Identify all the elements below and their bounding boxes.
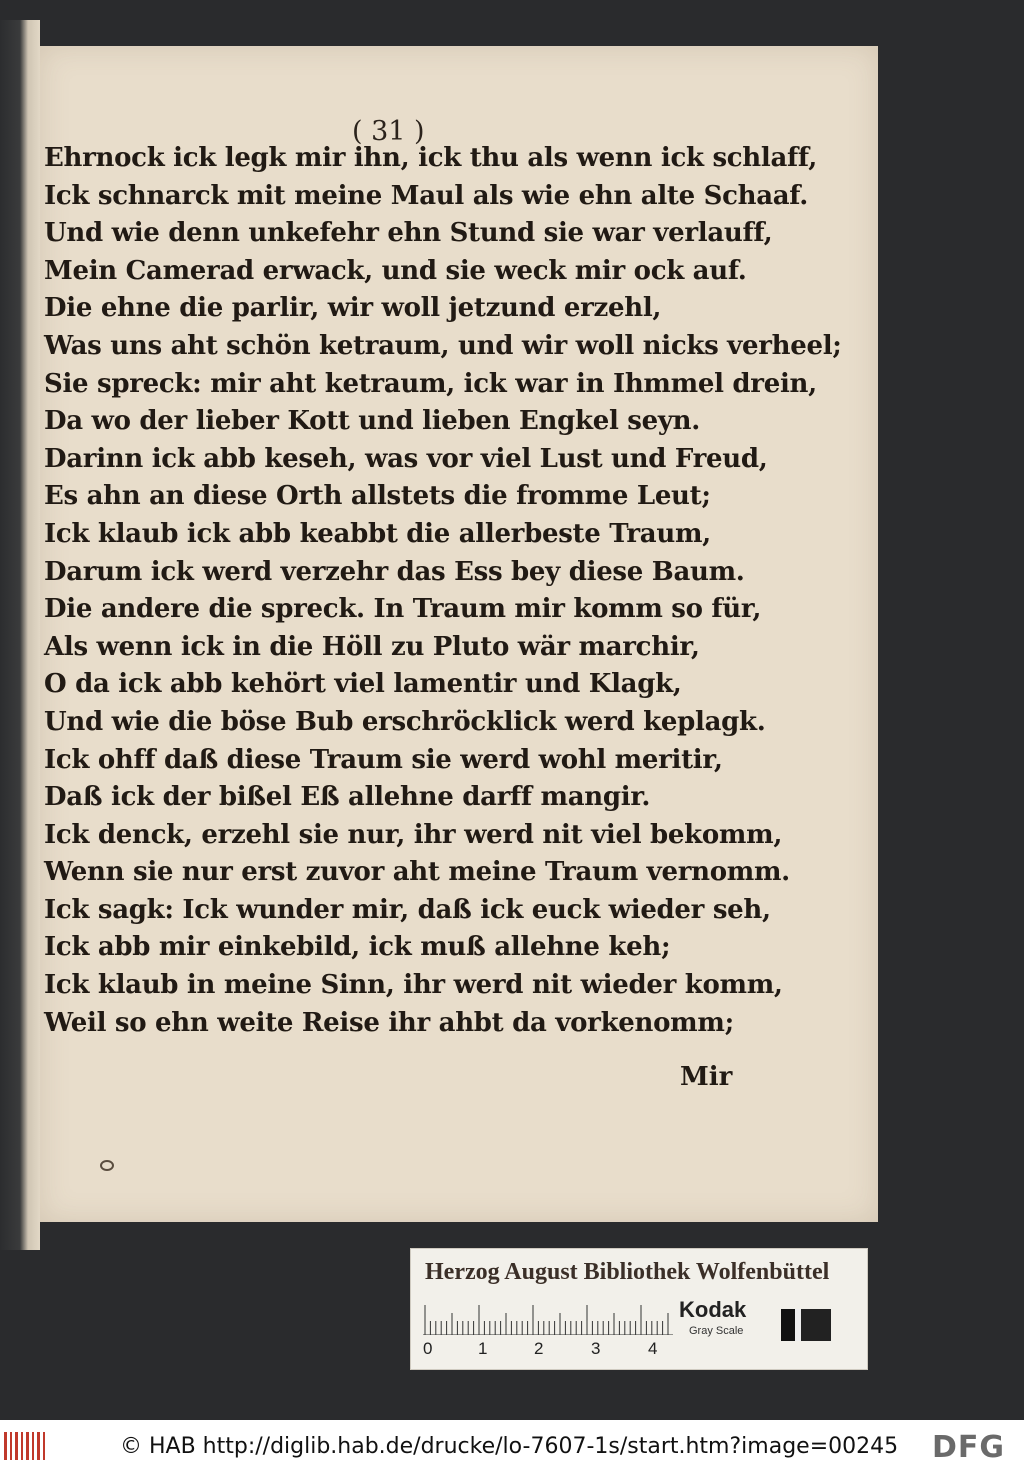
verse-line: Und wie denn unkefehr ehn Stund sie war verlauff, (44, 218, 773, 249)
verse-line: Mein Camerad erwack, und sie weck mir ock auf. (44, 255, 747, 286)
scale-number: 3 (591, 1339, 601, 1358)
scale-number: 4 (648, 1339, 658, 1358)
verse-line: Ick klaub in meine Sinn, ihr werd nit wieder komm, (44, 970, 783, 1001)
verse-line: Ick abb mir einkebild, ick muß allehne keh; (44, 932, 671, 963)
ink-mark (100, 1160, 114, 1171)
kodak-brand: Kodak (679, 1297, 747, 1322)
verse-line: Ick ohff daß diese Traum sie werd wohl meritir, (44, 744, 723, 775)
verse-line: Sie spreck: mir aht ketraum, ick war in Ihmmel drein, (44, 368, 817, 399)
verse-line: Es ahn an diese Orth allstets die fromme Leut; (44, 481, 711, 512)
verse-line: Was uns aht schön ketraum, und wir woll nicks verheel; (44, 330, 842, 361)
verse-line: Weil so ehn weite Reise ihr ahbt da vorkenomm; (44, 1007, 734, 1038)
verse-line: Ick denck, erzehl sie nur, ihr werd nit viel bekomm, (44, 819, 783, 850)
copyright-url: © HAB http://diglib.hab.de/drucke/lo-7607-1s/start.htm?image=00245 (120, 1434, 899, 1459)
verse-line: Ick klaub ick abb keabbt die allerbeste Traum, (44, 518, 711, 549)
verse-line: Und wie die böse Bub erschröcklick werd keplagk. (44, 706, 766, 737)
verse-line: Darinn ick abb keseh, was vor viel Lust und Freud, (44, 443, 768, 474)
verse-line: Daß ick der bißel Eß allehne darff mangir. (44, 782, 651, 813)
gray-scale-label: Gray Scale (689, 1325, 744, 1337)
gray-scale-patch (781, 1309, 831, 1341)
verse-line: Ehrnock ick legk mir ihn, ick thu als wenn ick schlaff, (44, 143, 817, 173)
verse-line: Die andere die spreck. In Traum mir komm so für, (44, 594, 762, 625)
verse-line: Die ehne die parlir, wir woll jetzund erzehl, (44, 293, 662, 324)
dfg-logo: DFG (932, 1430, 1006, 1465)
verse-line: Wenn sie nur erst zuvor aht meine Traum vernomm. (44, 857, 790, 888)
verse-line: Da wo der lieber Kott und lieben Engkel seyn. (44, 406, 701, 437)
verse-line: Als wenn ick in die Höll zu Pluto wär marchir, (44, 631, 700, 662)
ruler-scale (423, 1295, 673, 1335)
barcode-icon (4, 1432, 48, 1460)
verse-line: Darum ick werd verzehr das Ess bey diese Baum. (44, 556, 745, 587)
scale-number: 2 (534, 1339, 544, 1358)
scale-number: 0 (423, 1339, 433, 1358)
page-number: ( 31 ) (352, 116, 425, 147)
library-color-target (410, 1248, 868, 1370)
library-name: Herzog August Bibliothek Wolfenbüttel (425, 1259, 830, 1285)
scale-number: 1 (478, 1339, 488, 1358)
previous-page-edge (0, 20, 40, 1250)
verse-line: Ick schnarck mit meine Maul als wie ehn alte Schaaf. (44, 180, 809, 211)
catchword: Mir (680, 1062, 733, 1092)
footer-bar (0, 1420, 1024, 1472)
verse-line: Ick sagk: Ick wunder mir, daß ick euck wieder seh, (44, 894, 771, 925)
verse-text (44, 140, 842, 1042)
verse-line: O da ick abb kehört viel lamentir und Klagk, (44, 669, 682, 700)
